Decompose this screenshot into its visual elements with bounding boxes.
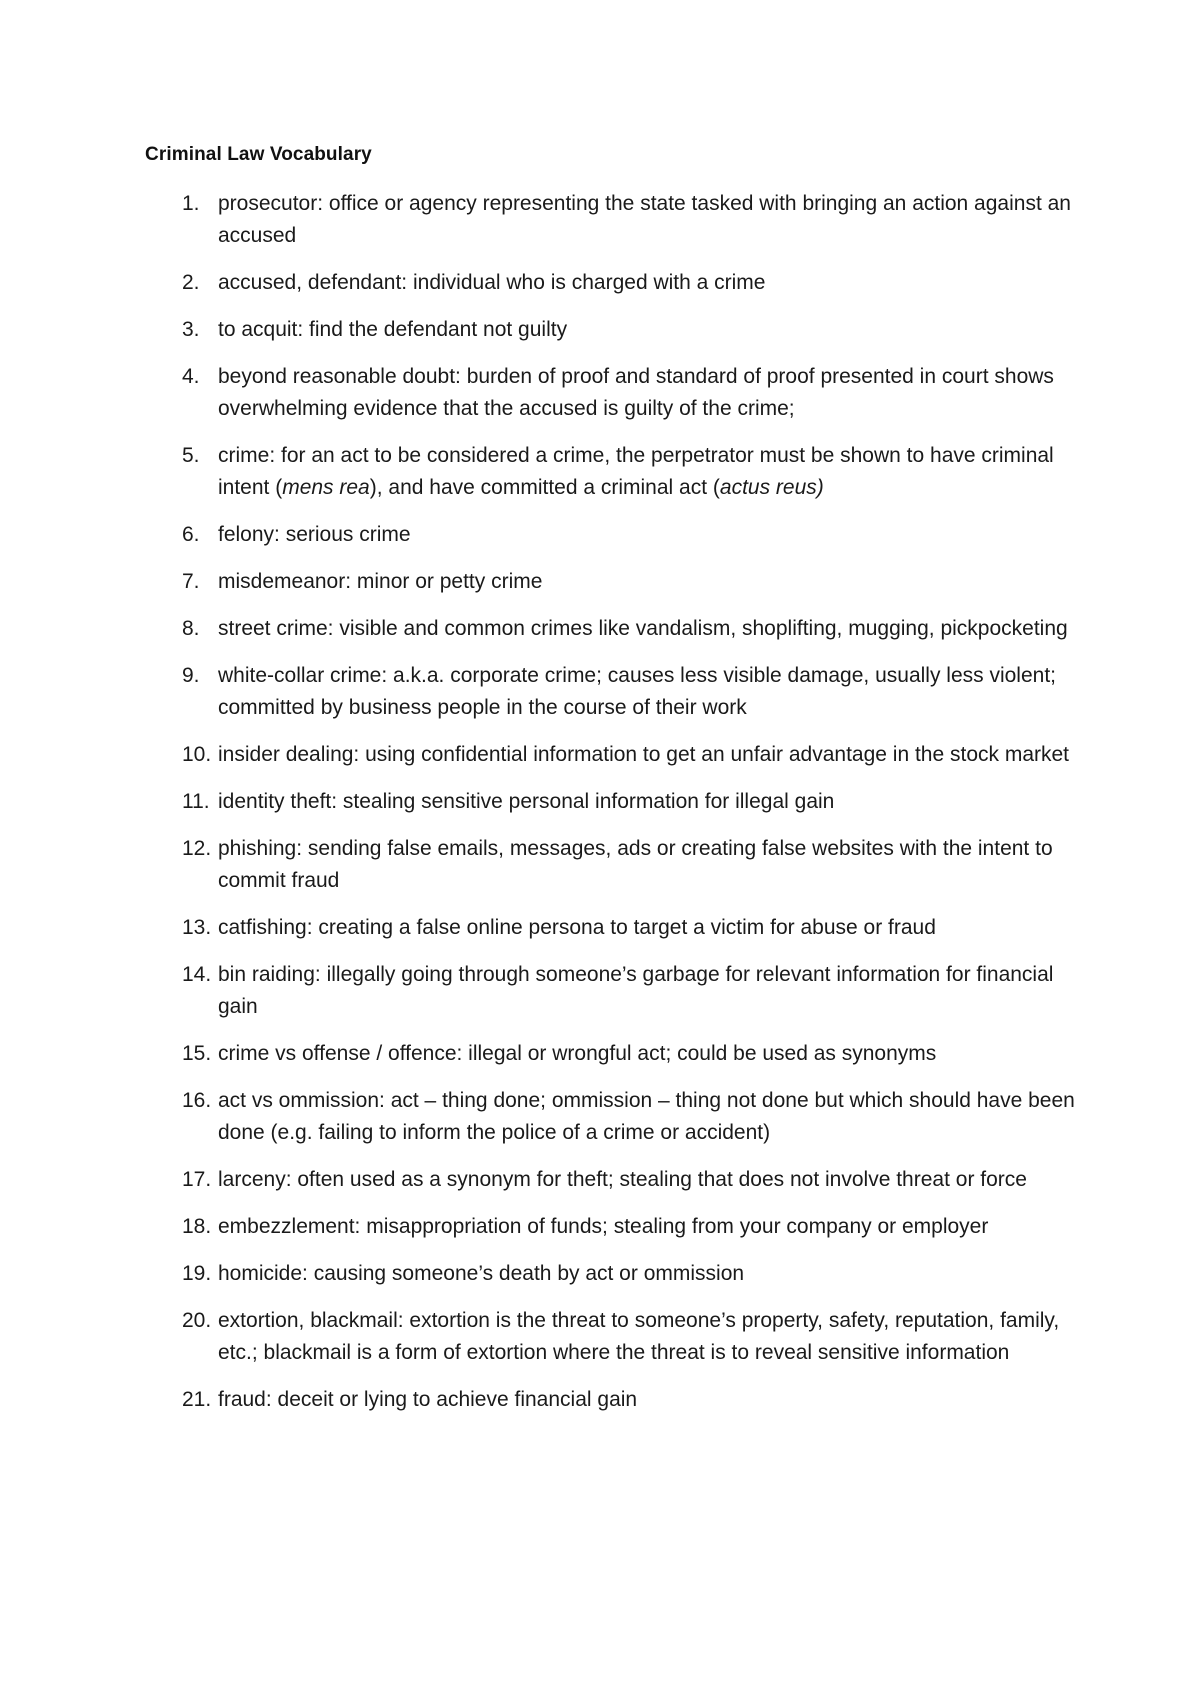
- item-number: 11.: [182, 790, 210, 813]
- item-text: embezzlement: misappropriation of funds; stealing from your company or employer: [218, 1215, 989, 1238]
- list-item: [145, 1384, 1075, 1416]
- list-item: [145, 566, 1075, 598]
- list-item: [145, 786, 1075, 818]
- item-text: act vs ommission: act – thing done; ommission – thing not done but which should have been done (e.g. failing to inform the police of a crime or accident): [218, 1089, 1075, 1144]
- list-item: [145, 440, 1075, 504]
- item-text: phishing: sending false emails, messages, ads or creating false websites with the intent to commit fraud: [218, 837, 1053, 892]
- item-text: catfishing: creating a false online persona to target a victim for abuse or fraud: [218, 916, 936, 939]
- item-number: 17.: [182, 1168, 212, 1191]
- list-item: [145, 519, 1075, 551]
- list-item: [145, 613, 1075, 645]
- item-text: misdemeanor: minor or petty crime: [218, 570, 543, 593]
- list-item: [145, 959, 1075, 1023]
- list-item: [145, 1085, 1075, 1149]
- item-number: 18.: [182, 1215, 212, 1238]
- item-number: 1.: [182, 192, 200, 215]
- item-number: 16.: [182, 1089, 212, 1112]
- item-number: 19.: [182, 1262, 212, 1285]
- item-text: beyond reasonable doubt: burden of proof and standard of proof presented in court shows overwhelming evidence that the accused is guilty of the crime;: [218, 365, 1054, 420]
- item-number: 9.: [182, 664, 200, 687]
- item-number: 5.: [182, 444, 200, 467]
- item-text: prosecutor: office or agency representing the state tasked with bringing an action against an accused: [218, 192, 1071, 247]
- item-text: fraud: deceit or lying to achieve financial gain: [218, 1388, 638, 1411]
- list-item: [145, 267, 1075, 299]
- item-number: 7.: [182, 570, 200, 593]
- item-text: to acquit: find the defendant not guilty: [218, 318, 568, 341]
- item-text: street crime: visible and common crimes like vandalism, shoplifting, mugging, pickpocketing: [218, 617, 1068, 640]
- item-text: homicide: causing someone’s death by act or ommission: [218, 1262, 745, 1285]
- item-number: 15.: [182, 1042, 212, 1065]
- list-item: [145, 660, 1075, 724]
- item-number: 2.: [182, 271, 200, 294]
- item-text: extortion, blackmail: extortion is the threat to someone’s property, safety, reputation, family, etc.; blackmail is a form of extortion where the threat is to reveal sensitive information: [218, 1309, 1060, 1364]
- document-title: Criminal Law Vocabulary: [145, 144, 372, 165]
- list-item: [145, 314, 1075, 346]
- item-number: 10.: [182, 743, 212, 766]
- list-item: [145, 1305, 1075, 1369]
- item-text-italic-mens-rea: mens rea: [282, 476, 370, 499]
- item-text: larceny: often used as a synonym for theft; stealing that does not involve threat or force: [218, 1168, 1027, 1191]
- list-item: [145, 833, 1075, 897]
- item-text: identity theft: stealing sensitive personal information for illegal gain: [218, 790, 835, 813]
- list-item: [145, 188, 1075, 252]
- list-item: [145, 739, 1075, 771]
- list-item: [145, 912, 1075, 944]
- item-number: 13.: [182, 916, 212, 939]
- item-number: 14.: [182, 963, 212, 986]
- item-number: 6.: [182, 523, 200, 546]
- item-text-middle: ), and have committed a criminal act (: [369, 476, 720, 499]
- item-text: white-collar crime: a.k.a. corporate crime; causes less visible damage, usually less violent; committed by business people in the course of their work: [218, 664, 1057, 719]
- item-text: felony: serious crime: [218, 523, 411, 546]
- vocabulary-list: [145, 188, 1075, 1431]
- item-text: accused, defendant: individual who is charged with a crime: [218, 271, 766, 294]
- item-text: insider dealing: using confidential information to get an unfair advantage in the stock market: [218, 743, 1070, 766]
- list-item: [145, 1164, 1075, 1196]
- item-text: bin raiding: illegally going through someone’s garbage for relevant information for financial gain: [218, 963, 1054, 1018]
- item-text: crime vs offense / offence: illegal or wrongful act; could be used as synonyms: [218, 1042, 937, 1065]
- item-text-italic-actus-reus: actus reus): [719, 476, 824, 499]
- item-number: 4.: [182, 365, 200, 388]
- list-item: [145, 1258, 1075, 1290]
- list-item: [145, 1211, 1075, 1243]
- item-number: 8.: [182, 617, 200, 640]
- item-number: 21.: [182, 1388, 212, 1411]
- list-item: [145, 1038, 1075, 1070]
- item-text-before: crime: for an act to be considered a crime, the perpetrator must be shown to have criminal intent (: [218, 444, 1054, 499]
- item-number: 12.: [182, 837, 212, 860]
- item-number: 3.: [182, 318, 200, 341]
- item-number: 20.: [182, 1309, 212, 1332]
- list-item: [145, 361, 1075, 425]
